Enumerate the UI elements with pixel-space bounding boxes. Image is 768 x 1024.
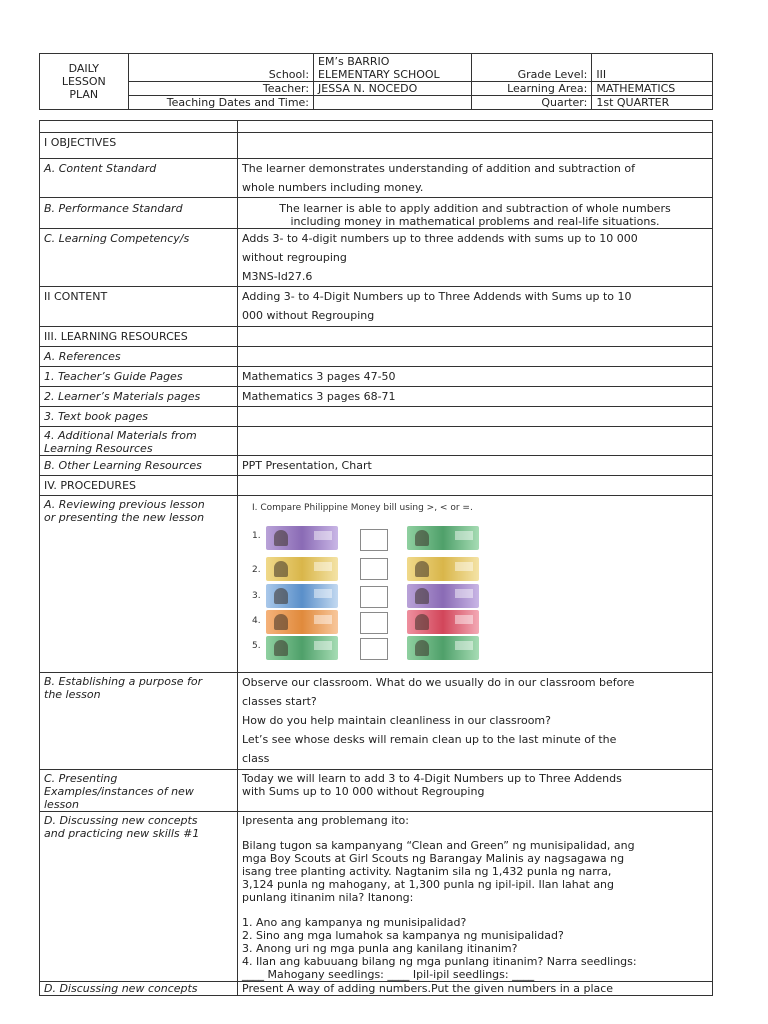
content-heading: II CONTENT	[40, 287, 238, 327]
learners-materials-value: Mathematics 3 pages 68-71	[238, 387, 713, 407]
peso-bill-icon	[266, 610, 338, 634]
teacher-value: JESSA N. NOCEDO	[314, 82, 472, 96]
grade-value: III	[592, 54, 713, 82]
reviewing-label: A. Reviewing previous lesson or presenting the new lesson	[40, 496, 238, 673]
answer-box[interactable]	[360, 612, 388, 634]
peso-bill-icon	[407, 584, 479, 608]
quarter-label: Quarter:	[472, 96, 592, 110]
peso-bill-icon	[266, 557, 338, 581]
purpose-label: B. Establishing a purpose for the lesson	[40, 673, 238, 770]
word-problem: Bilang tugon sa kampanyang “Clean and Green” ng munisipalidad, ang mga Boy Scouts at Girl Scouts ng Barangay Malinis ay nagsagawa ng isang tree planting activity. Nagtanim sila ng 1,432 punla ng narra, 3,124 punla ng mahogany, at 1,300 punla ng ipil-ipil. Ilan lahat ang punlang itinanim nila? Itanong:	[242, 839, 635, 904]
learning-competency-label: C. Learning Competency/s	[40, 229, 238, 287]
discussing-2-label: D. Discussing new concepts	[40, 982, 238, 996]
learning-competency-value: Adds 3- to 4-digit numbers up to three addends with sums up to 10 000 without regrouping M3NS-Id27.6	[238, 229, 713, 287]
peso-bill-icon	[407, 610, 479, 634]
item-number: 1.	[252, 531, 261, 541]
peso-bill-icon	[266, 584, 338, 608]
answer-box[interactable]	[360, 586, 388, 608]
item-number: 3.	[252, 591, 261, 601]
teaching-dates-value	[314, 96, 472, 110]
money-comparison-title: I. Compare Philippine Money bill using >, < or =.	[252, 503, 473, 513]
grade-label: Grade Level:	[472, 54, 592, 82]
learning-area-value: MATHEMATICS	[592, 82, 713, 96]
peso-bill-icon	[266, 526, 338, 550]
teachers-guide-label: 1. Teacher’s Guide Pages	[40, 367, 238, 387]
learners-materials-label: 2. Learner’s Materials pages	[40, 387, 238, 407]
performance-standard-value: The learner is able to apply addition and subtraction of whole numbers including money in mathematical problems and real-life situations.	[238, 198, 713, 229]
purpose-value: Observe our classroom. What do we usually do in our classroom before classes start? How do you help maintain cleanliness in our classroom? Let’s see whose desks will remain clean up to the last minute of the class	[238, 673, 713, 770]
teaching-dates-label: Teaching Dates and Time:	[128, 96, 313, 110]
procedures-heading: IV. PROCEDURES	[40, 476, 238, 496]
performance-standard-label: B. Performance Standard	[40, 198, 238, 229]
content-standard-label: A. Content Standard	[40, 159, 238, 198]
quarter-value: 1st QUARTER	[592, 96, 713, 110]
discussing-1-label: D. Discussing new concepts and practicing new skills #1	[40, 812, 238, 982]
discussing-1-value	[238, 812, 713, 982]
content-standard-value: The learner demonstrates understanding of addition and subtraction of whole numbers including money.	[238, 159, 713, 198]
content-value: Adding 3- to 4-Digit Numbers up to Three Addends with Sums up to 10 000 without Regrouping	[238, 287, 713, 327]
learning-area-label: Learning Area:	[472, 82, 592, 96]
objectives-heading: I OBJECTIVES	[40, 133, 238, 159]
answer-box[interactable]	[360, 558, 388, 580]
learning-resources-heading: III. LEARNING RESOURCES	[40, 327, 238, 347]
peso-bill-icon	[407, 557, 479, 581]
school-value: EM’s BARRIO ELEMENTARY SCHOOL	[314, 54, 472, 82]
presenting-label: C. Presenting Examples/instances of new lesson	[40, 770, 238, 812]
textbook-value	[238, 407, 713, 427]
school-label: School:	[128, 54, 313, 82]
other-resources-label: B. Other Learning Resources	[40, 456, 238, 476]
references-heading: A. References	[40, 347, 238, 367]
peso-bill-icon	[266, 636, 338, 660]
item-number: 4.	[252, 616, 261, 626]
guide-questions: 1. Ano ang kampanya ng munisipalidad? 2. Sino ang mga lumahok sa kampanya ng munisipalidad? 3. Anong uri ng mga punla ang kanilang itinanim? 4. Ilan ang kabuuang bilang ng mga punlang itinanim? Narra seedlings: ____ Mahogany seedlings: ____ Ipil-ipil seedlings: ____	[242, 916, 637, 981]
teacher-label: Teacher:	[128, 82, 313, 96]
presenting-value: Today we will learn to add 3 to 4-Digit Numbers up to Three Addends with Sums up to 10 000 without Regrouping	[238, 770, 713, 812]
item-number: 5.	[252, 641, 261, 651]
problem-intro: Ipresenta ang problemang ito:	[242, 814, 409, 827]
peso-bill-icon	[407, 636, 479, 660]
textbook-label: 3. Text book pages	[40, 407, 238, 427]
dlp-title: DAILY LESSON PLAN	[40, 54, 129, 110]
additional-materials-value	[238, 427, 713, 456]
teachers-guide-value: Mathematics 3 pages 47-50	[238, 367, 713, 387]
money-comparison-image	[242, 498, 482, 668]
discussing-2-value: Present A way of adding numbers.Put the given numbers in a place	[238, 982, 713, 996]
answer-box[interactable]	[360, 529, 388, 551]
lesson-plan-header	[39, 53, 713, 110]
additional-materials-label: 4. Additional Materials from Learning Resources	[40, 427, 238, 456]
answer-box[interactable]	[360, 638, 388, 660]
peso-bill-icon	[407, 526, 479, 550]
other-resources-value: PPT Presentation, Chart	[238, 456, 713, 476]
reviewing-activity	[238, 496, 713, 673]
item-number: 2.	[252, 565, 261, 575]
lesson-plan-body	[39, 120, 713, 996]
